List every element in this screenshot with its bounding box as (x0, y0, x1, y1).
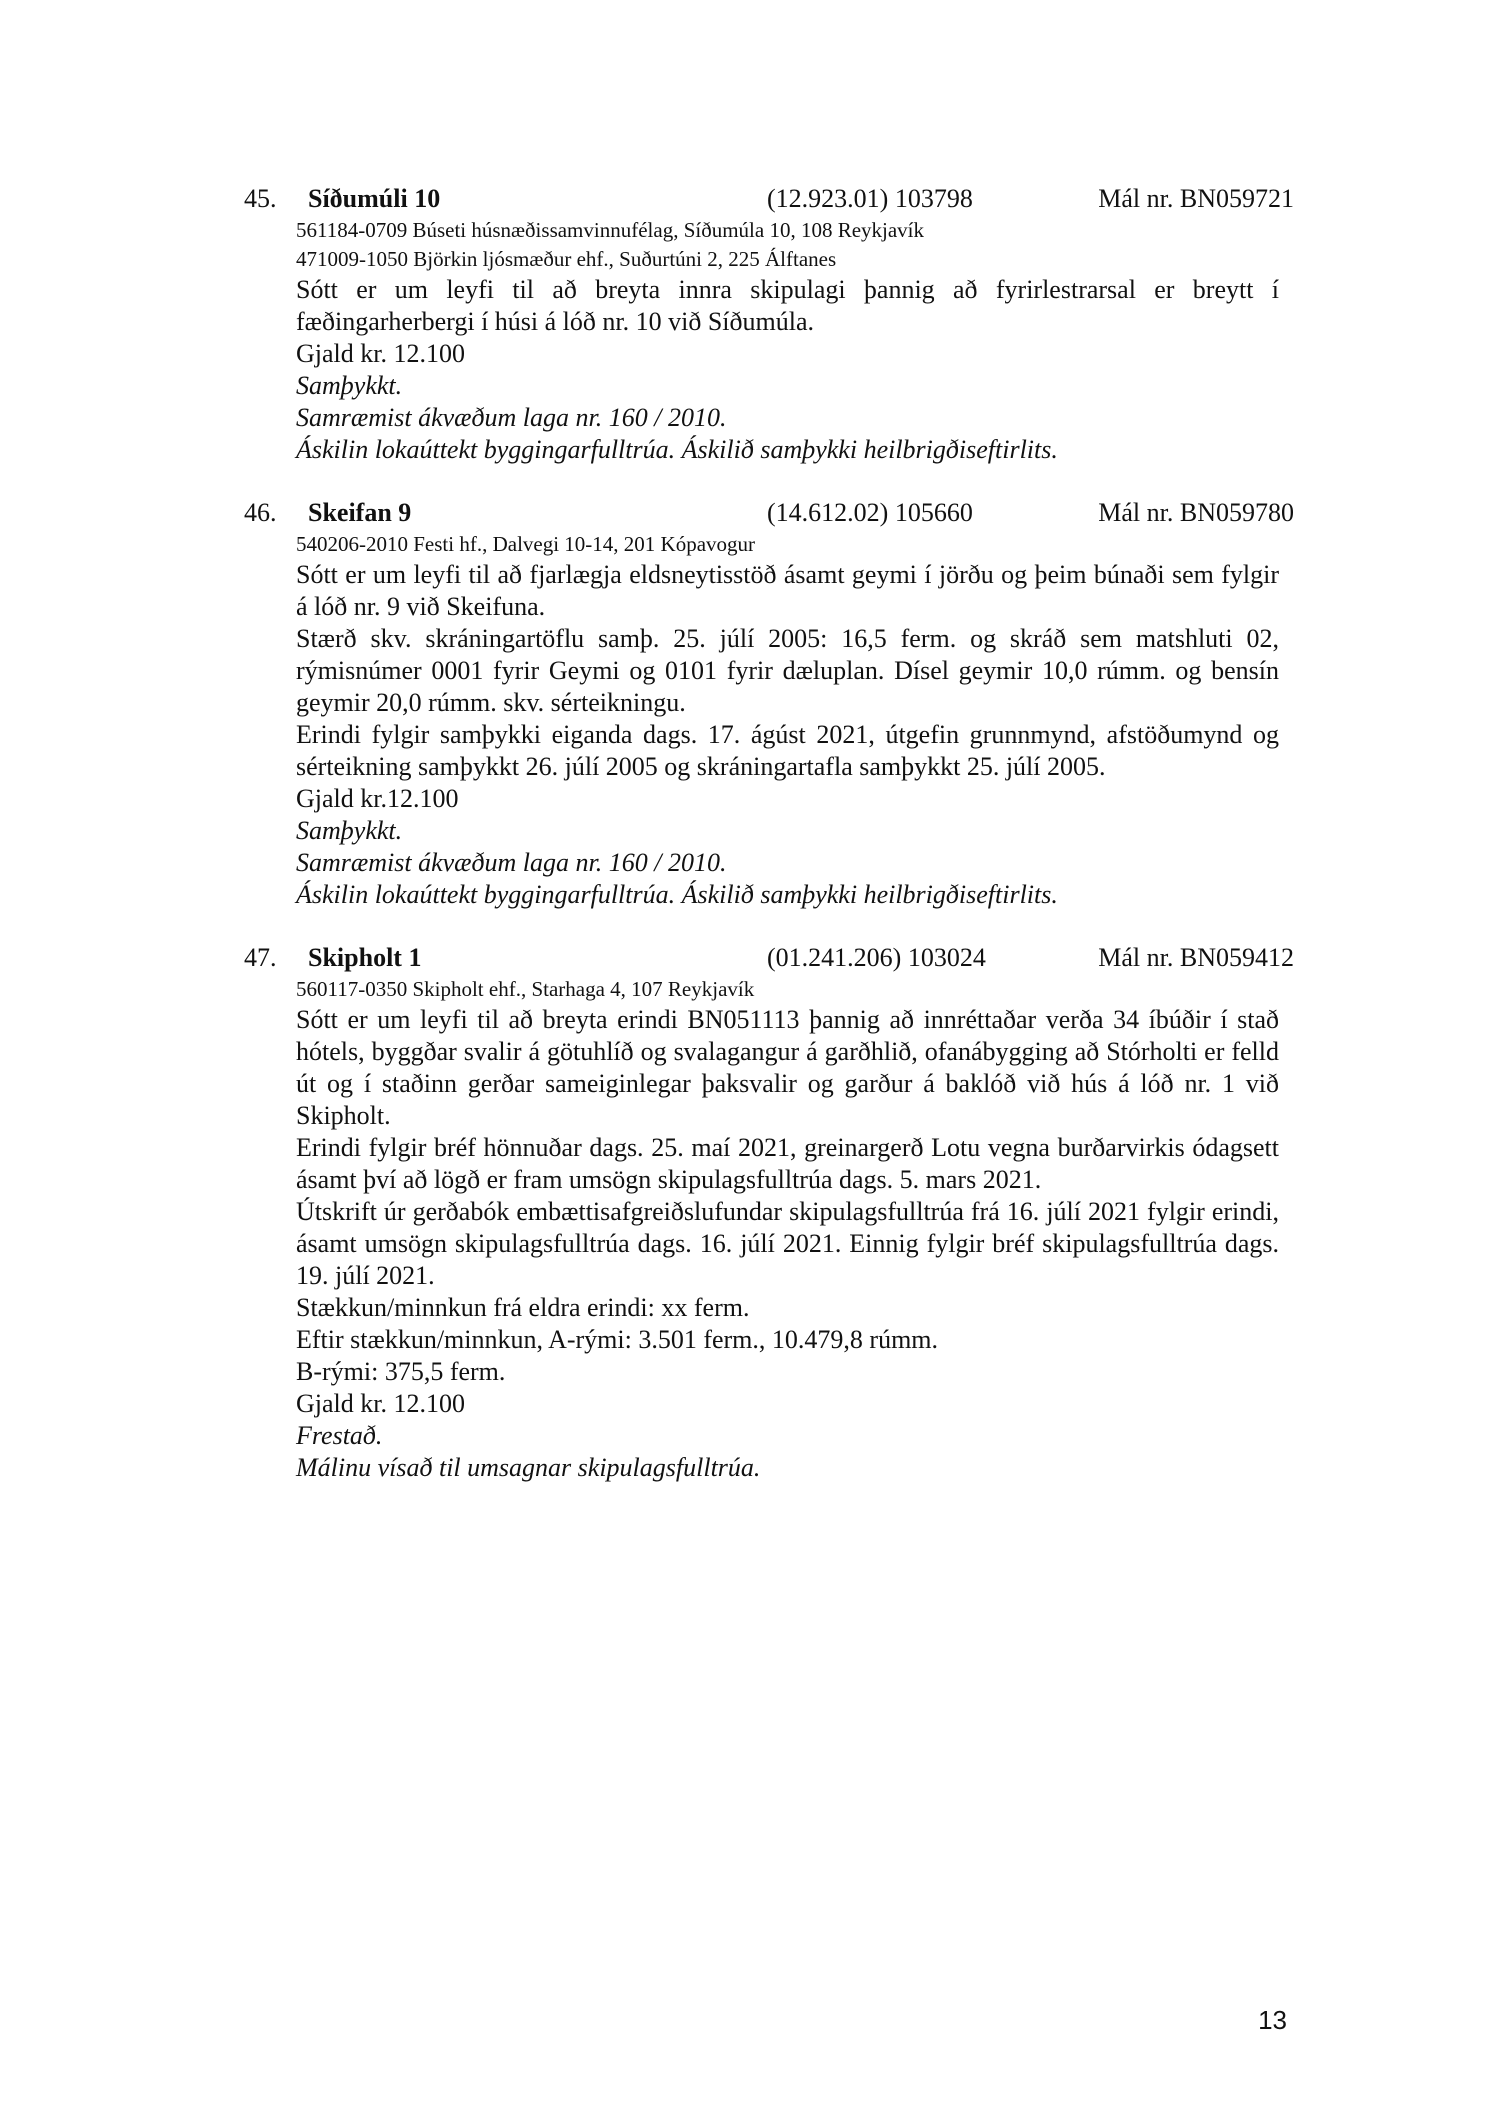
fee-line: Gjald kr.12.100 (296, 784, 459, 813)
decision-line: Samþykkt. (296, 816, 403, 845)
size-paragraph: Stærð skv. skráningartöflu samþ. 25. júlí 2005: 16,5 ferm. og skráð sem matshluti 02, rýmisnúmer 0001 fyrir Geymi og 0101 fyrir dæluplan. Dísel geymir 10,0 rúmm. og bensín geymir 20,0 rúmm. skv. sérteikningu. (296, 624, 1279, 717)
a-space-line: Eftir stækkun/minnkun, A-rými: 3.501 ferm., 10.479,8 rúmm. (296, 1325, 939, 1354)
size-change-line: Stækkun/minnkun frá eldra erindi: xx ferm. (296, 1293, 750, 1322)
case-reference: (14.612.02) 105660 (767, 498, 973, 527)
party-line: 471009-1050 Björkin ljósmæður ehf., Suðurtúni 2, 225 Álftanes (296, 247, 837, 271)
party-line: 560117-0350 Skipholt ehf., Starhaga 4, 107 Reykjavík (296, 977, 755, 1001)
party-line: 540206-2010 Festi hf., Dalvegi 10-14, 201 Kópavogur (296, 532, 756, 556)
case-id: Mál nr. BN059721 (1098, 184, 1294, 213)
decision-line: Áskilin lokaúttekt byggingarfulltrúa. Áskilið samþykki heilbrigðiseftirlits. (296, 435, 1058, 464)
fee-line: Gjald kr. 12.100 (296, 1389, 465, 1418)
minutes-paragraph: Útskrift úr gerðabók embættisafgreiðslufundar skipulagsfulltrúa frá 16. júlí 2021 fylgir erindi, ásamt umsögn skipulagsfulltrúa dags. 16. júlí 2021. Einnig fylgir bréf skipulagsfulltrúa dags. 19. júlí 2021. (296, 1197, 1279, 1290)
case-body (296, 530, 1279, 911)
case-header (244, 941, 1294, 975)
case-title: Síðumúli 10 (308, 184, 441, 213)
decision-line: Samþykkt. (296, 371, 403, 400)
case-body (296, 216, 1279, 466)
case-title: Skipholt 1 (308, 943, 422, 972)
case-body (296, 975, 1279, 1484)
case-number: 46. (244, 498, 277, 527)
attachments-paragraph: Erindi fylgir bréf hönnuðar dags. 25. maí 2021, greinargerð Lotu vegna burðarvirkis ódagsett ásamt því að lögð er fram umsögn skipulagsfulltrúa dags. 5. mars 2021. (296, 1133, 1279, 1194)
case-header (244, 182, 1294, 216)
case-item-47 (244, 941, 1294, 1484)
b-space-line: B-rými: 375,5 ferm. (296, 1357, 506, 1386)
case-reference: (01.241.206) 103024 (767, 943, 986, 972)
fee-line: Gjald kr. 12.100 (296, 339, 465, 368)
case-id: Mál nr. BN059412 (1098, 943, 1294, 972)
decision-line: Málinu vísað til umsagnar skipulagsfulltrúa. (296, 1453, 761, 1482)
description-paragraph: Sótt er um leyfi til að breyta innra skipulagi þannig að fyrirlestrarsal er breytt í fæðingarherbergi í húsi á lóð nr. 10 við Síðumúla. (296, 275, 1279, 336)
case-title: Skeifan 9 (308, 498, 412, 527)
case-item-46 (244, 496, 1294, 911)
case-id: Mál nr. BN059780 (1098, 498, 1294, 527)
case-header (244, 496, 1294, 530)
decision-line: Frestað. (296, 1421, 383, 1450)
case-number: 47. (244, 943, 277, 972)
case-item-45 (244, 182, 1294, 466)
page-number: 13 (1258, 2005, 1287, 2035)
decision-line: Áskilin lokaúttekt byggingarfulltrúa. Áskilið samþykki heilbrigðiseftirlits. (296, 880, 1058, 909)
decision-line: Samræmist ákvæðum laga nr. 160 / 2010. (296, 403, 727, 432)
description-paragraph: Sótt er um leyfi til að fjarlægja eldsneytisstöð ásamt geymi í jörðu og þeim búnaði sem fylgir á lóð nr. 9 við Skeifuna. (296, 560, 1279, 621)
attachments-paragraph: Erindi fylgir samþykki eiganda dags. 17. ágúst 2021, útgefin grunnmynd, afstöðumynd og sérteikning samþykkt 26. júlí 2005 og skráningartafla samþykkt 25. júlí 2005. (296, 720, 1279, 781)
decision-line: Samræmist ákvæðum laga nr. 160 / 2010. (296, 848, 727, 877)
party-line: 561184-0709 Búseti húsnæðissamvinnufélag, Síðumúla 10, 108 Reykjavík (296, 218, 925, 242)
description-paragraph: Sótt er um leyfi til að breyta erindi BN051113 þannig að innréttaðar verða 34 íbúðir í stað hótels, byggðar svalir á götuhlíð og svalagangur á garðhlið, ofanábygging að Stórholti er felld út og í staðinn gerðar sameiginlegar þaksvalir og garður á baklóð við hús á lóð nr. 1 við Skipholt. (296, 1005, 1279, 1130)
case-number: 45. (244, 184, 277, 213)
case-reference: (12.923.01) 103798 (767, 184, 973, 213)
